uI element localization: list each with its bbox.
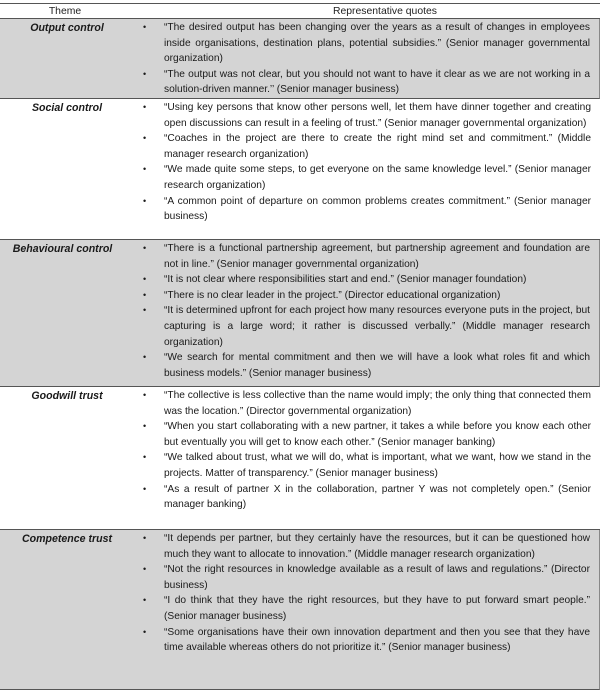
quote-text: “There is a functional partnership agreement, but partnership agreement and foundation are not in line.” (Senior manager governmental organization) bbox=[164, 243, 590, 270]
quote-text: “The desired output has been changing over the years as a result of changes in employees inside organisations, destination plans, potential subsidies.” (Senior manager governmental organization) bbox=[164, 22, 590, 65]
header-quotes: Representative quotes bbox=[333, 5, 437, 17]
bullet-icon: • bbox=[143, 626, 147, 637]
bullet-icon: • bbox=[143, 483, 147, 494]
quote-item bbox=[130, 162, 591, 193]
quotes-cell bbox=[130, 531, 599, 689]
bullet-icon: • bbox=[143, 564, 147, 575]
table-row-social-control bbox=[0, 99, 600, 240]
quote-item bbox=[130, 303, 590, 350]
quotes-cell bbox=[130, 388, 600, 529]
quote-text: “When you start collaborating with a new partner, it takes a while before you know each other but eventually you will get to know each other.” (Senior manager banking) bbox=[164, 421, 591, 448]
quote-item bbox=[130, 388, 591, 419]
bullet-icon: • bbox=[143, 452, 147, 463]
bullet-icon: • bbox=[143, 289, 147, 300]
quote-item bbox=[130, 593, 590, 624]
table-row-goodwill-trust bbox=[0, 387, 600, 530]
table-row-output-control bbox=[0, 19, 600, 99]
quote-text: “We talked about trust, what we will do, what is important, what we want, how we stand in the projects. Matter of transparency.” (Senior manager business) bbox=[164, 452, 591, 479]
quote-item bbox=[130, 272, 590, 288]
theme-cell: Goodwill trust bbox=[31, 390, 103, 402]
bullet-icon: • bbox=[143, 533, 147, 543]
quotes-table bbox=[0, 3, 600, 690]
quote-text: “A common point of departure on common problems creates commitment.” (Senior manager business) bbox=[164, 195, 591, 223]
table-row-competence-trust bbox=[0, 530, 600, 690]
quote-text: “It is not clear where responsibilities start and end.” (Senior manager foundation) bbox=[164, 274, 527, 286]
bullet-icon: • bbox=[143, 274, 147, 285]
quote-text: “As a result of partner X in the collaboration, partner Y was not completely open.” (Senior manager banking) bbox=[164, 483, 591, 511]
bullet-icon: • bbox=[143, 595, 147, 606]
quote-text: “The output was not clear, but you should not want to have it clear as we are not working in a solution-driven manner.’’ (Senior manager business) bbox=[164, 68, 590, 96]
quote-text: “We made quite some steps, to get everyone on the same knowledge level.” (Senior manager research organization) bbox=[164, 164, 591, 191]
quote-item bbox=[130, 131, 591, 162]
quotes-cell bbox=[130, 100, 600, 239]
quote-text: “Using key persons that know other persons well, let them have dinner together and creating open discussions can result in a feeling of trust.” (Senior manager governmental organization) bbox=[164, 102, 591, 129]
bullet-icon: • bbox=[143, 243, 147, 253]
quote-text: “I do think that they have the right resources, but they have to put forward smart people.” (Senior manager business) bbox=[164, 595, 590, 622]
quote-item bbox=[130, 241, 590, 272]
bullet-icon: • bbox=[143, 102, 147, 112]
quote-item bbox=[130, 562, 590, 593]
quote-text: “Some organisations have their own innovation department and then you see that they have time available whereas others do not prioritize it.” (Senior manager business) bbox=[164, 626, 590, 654]
bullet-icon: • bbox=[143, 305, 147, 316]
table-header bbox=[0, 4, 600, 19]
quote-text: “It depends per partner, but they certainly have the resources, but it can be questioned how much they want to allocate to innovation.” (Middle manager research organization) bbox=[164, 533, 590, 560]
quotes-cell bbox=[130, 20, 599, 98]
quote-text: “Coaches in the project are there to create the right mind set and commitment.” (Middle manager research organization) bbox=[164, 133, 591, 160]
bullet-icon: • bbox=[143, 390, 147, 400]
bullet-icon: • bbox=[143, 352, 147, 363]
quote-item bbox=[130, 450, 591, 481]
quote-item bbox=[130, 100, 591, 131]
quote-item bbox=[130, 194, 591, 225]
bullet-icon: • bbox=[143, 133, 147, 144]
bullet-icon: • bbox=[143, 195, 147, 206]
theme-cell: Competence trust bbox=[21, 533, 113, 545]
quote-item bbox=[130, 625, 590, 656]
quote-item bbox=[130, 350, 590, 381]
quote-text: “There is no clear leader in the project.” (Director educational organization) bbox=[164, 289, 501, 301]
table-row-behavioural-control bbox=[0, 240, 600, 387]
quote-item bbox=[130, 288, 590, 304]
theme-cell: Output control bbox=[30, 22, 104, 34]
bullet-icon: • bbox=[143, 22, 147, 32]
quote-item bbox=[130, 67, 590, 98]
quote-text: “We search for mental commitment and then we will have a look what roles fit and which business models.” (Senior manager business) bbox=[164, 352, 590, 379]
quote-item bbox=[130, 531, 590, 562]
quotes-cell bbox=[130, 241, 599, 386]
quote-text: “The collective is less collective than the name would imply; the only thing that connected them was the location.” (Director governmental organization) bbox=[164, 390, 591, 417]
theme-cell: Behavioural control bbox=[12, 243, 113, 255]
theme-cell: Social control bbox=[31, 102, 103, 114]
quote-text: “Not the right resources in knowledge available as a result of laws and regulations.” (Director business) bbox=[164, 564, 590, 591]
bullet-icon: • bbox=[143, 164, 147, 175]
quote-text: “It is determined upfront for each project how many resources everyone puts in the project, but capturing is a large word; it rather is discussed verbally.” (Middle manager research organization) bbox=[164, 305, 590, 348]
header-theme: Theme bbox=[48, 5, 82, 17]
quote-item bbox=[130, 419, 591, 450]
bullet-icon: • bbox=[143, 421, 147, 432]
quote-item bbox=[130, 20, 590, 67]
quote-item bbox=[130, 482, 591, 513]
bullet-icon: • bbox=[143, 68, 147, 79]
